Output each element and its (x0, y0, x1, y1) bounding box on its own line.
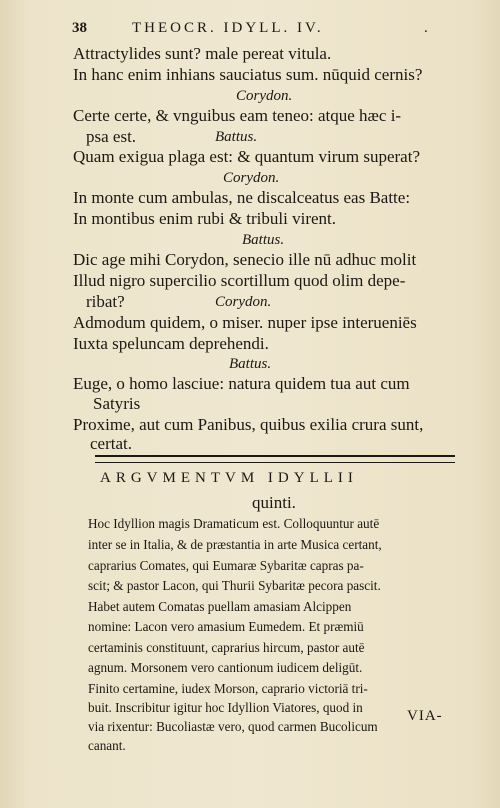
argument-line: canant. (88, 738, 126, 753)
argument-heading: ARGVMENTVM IDYLLII (100, 470, 358, 486)
argument-line: inter se in Italia, & de præstantia in arte Musica certant, (88, 537, 382, 552)
verse-line: Certe certe, & vnguibus eam teneo: atque hæc i- (73, 106, 402, 125)
section-rule (95, 455, 455, 463)
verse-line: Attractylides sunt? male pereat vitula. (73, 44, 332, 63)
header-mark: . (424, 20, 431, 36)
argument-line: buit. Inscribitur igitur hoc Idyllion Viatores, quod in (88, 700, 363, 715)
argument-line: Finito certamine, iudex Morson, caprario victoriā tri- (88, 681, 368, 696)
verse-line: Satyris (93, 394, 141, 413)
verse-line: Illud nigro supercilio scortillum quod olim depe- (73, 271, 406, 290)
speaker-name: Corydon. (223, 170, 280, 186)
speaker-name: Battus. (215, 129, 258, 145)
verse-line: Proxime, aut cum Panibus, quibus exilia crura sunt, (73, 415, 424, 434)
argument-line: certaminis constituunt, caprarius hircum, pastor autē (88, 640, 365, 655)
speaker-name: Battus. (229, 356, 272, 372)
verse-line: In monte cum ambulas, ne discalceatus eas Batte: (73, 188, 411, 207)
page-number: 38 (72, 20, 87, 36)
verse-line: psa est. (86, 127, 137, 146)
argument-line: agnum. Morsonem vero cantionum iudicem deligūt. (88, 660, 363, 675)
argument-subheading: quinti. (252, 493, 296, 512)
argument-line: Hoc Idyllion magis Dramaticum est. Colloquuntur autē (88, 516, 380, 531)
running-header (72, 20, 472, 44)
speaker-name: Corydon. (236, 88, 293, 104)
argument-line: Habet autem Comatas puellam amasiam Alcippen (88, 599, 352, 614)
verse-line: Dic age mihi Corydon, senecio ille nū adhuc molit (73, 250, 417, 269)
verse-line: In hanc enim inhians sauciatus sum. nūquid cernis? (73, 65, 423, 84)
verse-line: certat. (90, 434, 132, 453)
speaker-name: Corydon. (215, 294, 272, 310)
speaker-name: Battus. (242, 232, 285, 248)
argument-line: caprarius Comates, qui Eumaræ Sybaritæ capras pa- (88, 558, 364, 573)
verse-line: In montibus enim rubi & tribuli virent. (73, 209, 337, 228)
argument-line: nomine: Lacon vero amasium Eumedem. Et præmiū (88, 619, 364, 634)
verse-line: ribat? (86, 292, 125, 311)
verse-line: Admodum quidem, o miser. nuper ipse interueniēs (73, 313, 417, 332)
verse-line: Iuxta speluncam deprehendi. (73, 334, 269, 353)
verse-line: Euge, o homo lasciue: natura quidem tua aut cum (73, 374, 410, 393)
argument-line: scit; & pastor Lacon, qui Thurii Sybaritæ pecora pascit. (88, 578, 381, 593)
running-title: THEOCR. IDYLL. IV. (132, 20, 324, 36)
catchword: VIA- (407, 708, 443, 724)
verse-line: Quam exigua plaga est: & quantum virum superat? (73, 147, 420, 166)
argument-line: via rixentur: Bucoliastæ vero, quod carmen Bucolicum (88, 719, 378, 734)
